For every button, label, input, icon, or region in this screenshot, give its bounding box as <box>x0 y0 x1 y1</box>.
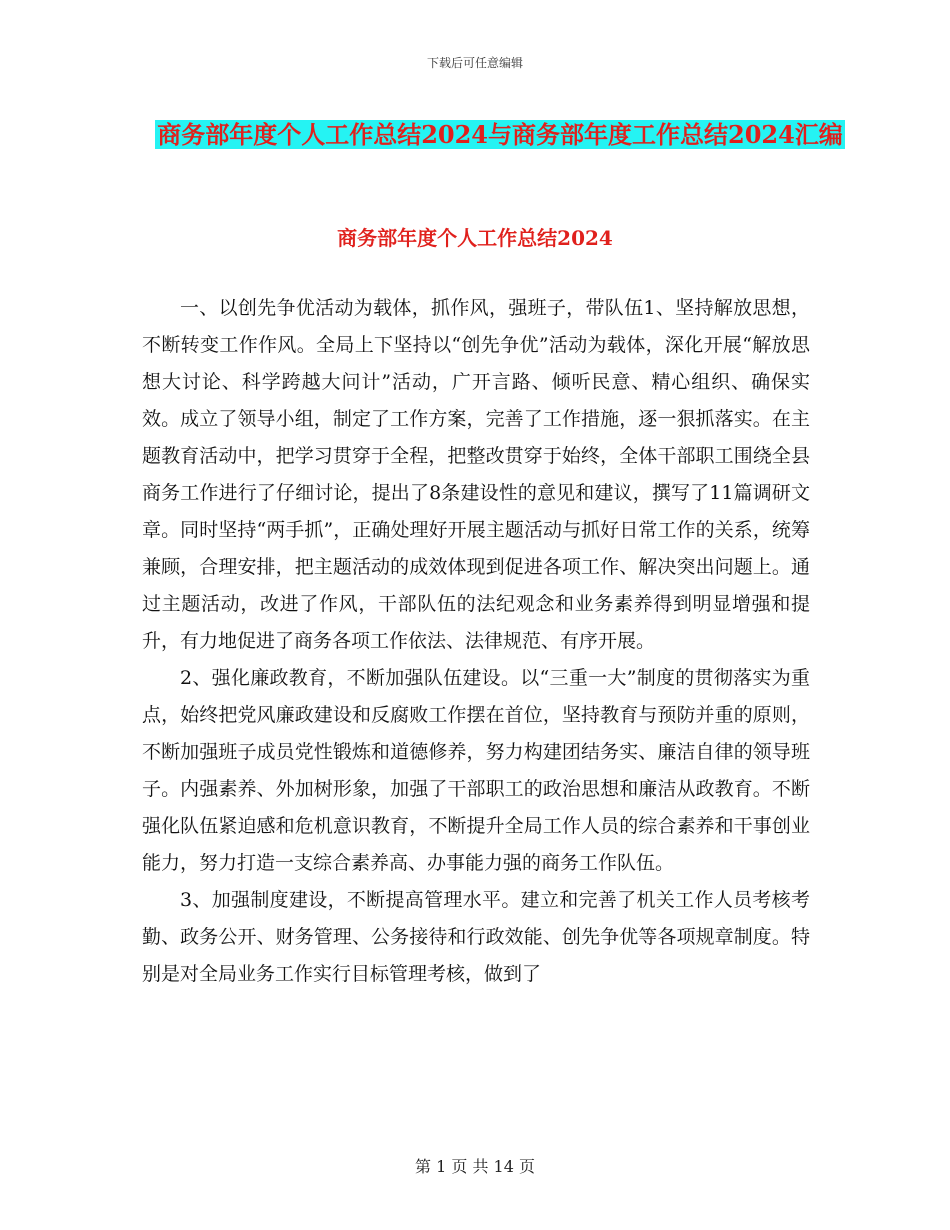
page-footer: 第 1 页 共 14 页 <box>415 1157 535 1176</box>
document-body <box>142 290 810 993</box>
header-note: 下载后可任意编辑 <box>426 56 523 70</box>
document-title <box>150 112 850 158</box>
document-title-text: 商务部年度个人工作总结2024与商务部年度工作总结2024汇编 <box>157 120 843 149</box>
paragraph-3: 3、加强制度建设，不断提高管理水平。建立和完善了机关工作人员考核考勤、政务公开、财务管理、公务接待和行政效能、创先争优等各项规章制度。特别是对全局业务工作实行目标管理考核，做到了 <box>142 889 810 985</box>
paragraph-2: 2、强化廉政教育，不断加强队伍建设。以“三重一大”制度的贯彻落实为重点，始终把党风廉政建设和反腐败工作摆在首位，坚持教育与预防并重的原则，不断加强班子成员党性锻炼和道德修养，努力构建团结务实、廉洁自律的领导班子。内强素养、外加树形象，加强了干部职工的政治思想和廉洁从政教育。不断强化队伍紧迫感和危机意识教育，不断提升全局工作人员的综合素养和干事创业能力，努力打造一支综合素养高、办事能力强的商务工作队伍。 <box>142 667 810 874</box>
section-title: 商务部年度个人工作总结2024 <box>337 226 613 250</box>
paragraph-1: 一、以创先争优活动为载体，抓作风，强班子，带队伍1、坚持解放思想，不断转变工作作风。全局上下坚持以“创先争优”活动为载体，深化开展“解放思想大讨论、科学跨越大问计”活动，广开言路、倾听民意、精心组织、确保实效。成立了领导小组，制定了工作方案，完善了工作措施，逐一狠抓落实。在主题教育活动中，把学习贯穿于全程，把整改贯穿于始终，全体干部职工围绕全县商务工作进行了仔细讨论，提出了8条建设性的意见和建议，撰写了11篇调研文章。同时坚持“两手抓”，正确处理好开展主题活动与抓好日常工作的关系，统筹兼顾，合理安排，把主题活动的成效体现到促进各项工作、解决突出问题上。通过主题活动，改进了作风，干部队伍的法纪观念和业务素养得到明显增强和提升，有力地促进了商务各项工作依法、法律规范、有序开展。 <box>142 297 810 652</box>
